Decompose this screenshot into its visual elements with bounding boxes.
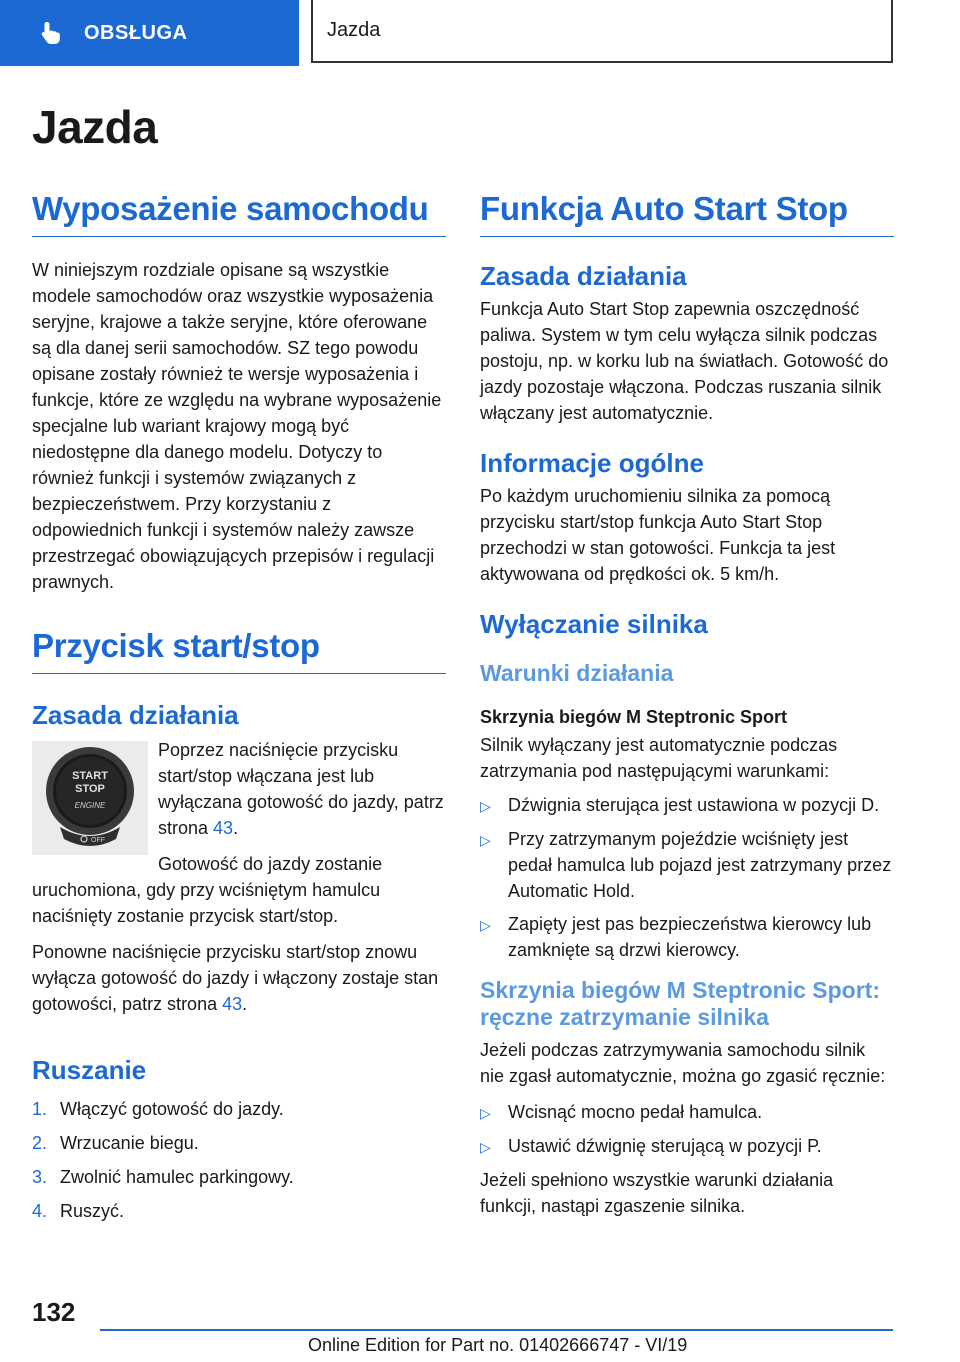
triangle-bullet-icon: ▷	[480, 798, 491, 814]
heading-wyposazenie: Wyposażenie samochodu	[32, 190, 446, 237]
heading-wylaczanie-silnika: Wyłączanie silnika	[480, 609, 708, 639]
heading-reczne-zatrzymanie: Skrzynia biegów M Steptronic Sport: ręczne zatrzymanie silnika	[480, 977, 880, 1030]
list-item	[480, 1133, 894, 1160]
condition-text: Zapięty jest pas bezpieczeństwa kierowcy lub zamknięte są drzwi kierowcy.	[508, 914, 872, 960]
paragraph-wyposazenie: W niniejszym rozdziale opisane są wszystkie modele samochodów oraz wszystkie wyposażenia seryjne, krajowe a także seryjne, które oferowane są dla danej serii samochodów. SZ tego powodu opisane zostały również te wersje wyposażenia i funkcje, które ze względu na wybrane wyposażenie specjalne lub wariant krajowy mogą być niedostępne dla danego modelu. Dotyczy to również funkcji i systemów związanych z bezpieczeństwem. Przy korzystaniu z odpowiednich funkcji i systemów należy zawsze przestrzegać obowiązujących przepisów i regulacji prawnych.	[32, 260, 442, 592]
hand-pointer-icon	[38, 20, 64, 46]
step-text: Zwolnić hamulec parkingowy.	[60, 1167, 294, 1187]
step-number: 4.	[32, 1201, 48, 1221]
button-text-start: START	[72, 770, 108, 782]
para1-end: .	[233, 818, 239, 838]
triangle-bullet-icon: ▷	[480, 832, 491, 848]
list-item	[32, 1198, 446, 1224]
step-number: 2.	[32, 1133, 48, 1153]
list-item	[32, 1164, 446, 1190]
manual-step-text: Wcisnąć mocno pedał hamulca.	[508, 1102, 763, 1122]
heading-skrzynia-biegow: Skrzynia biegów M Steptronic Sport	[480, 707, 788, 727]
step-text: Włączyć gotowość do jazdy.	[60, 1099, 284, 1119]
step-number: 3.	[32, 1167, 48, 1187]
paragraph-zasada: Funkcja Auto Start Stop zapewnia oszczędność paliwa. System w tym celu wyłącza silnik podczas postoju, np. w korku lub na światłach. Gotowość do jazdy pozostaje włączona. Podczas ruszania silnik włączany jest automatycznie.	[480, 299, 889, 423]
heading-ruszanie: Ruszanie	[32, 1055, 147, 1085]
manual-steps-list	[480, 1099, 894, 1160]
heading-auto-start-stop: Funkcja Auto Start Stop	[480, 190, 894, 237]
paragraph-przycisk-2: Gotowość do jazdy zostanie uruchomiona, gdy przy wciśniętym hamulcu naciśnięty zostanie przycisk start/stop.	[32, 854, 383, 926]
paragraph-informacje: Po każdym uruchomieniu silnika za pomocą przycisku start/stop funkcja Auto Start Stop przechodzi w stan gotowości. Funkcja ta jest aktywowana od prędkości ok. 5 km/h.	[480, 486, 836, 584]
heading-przycisk-start-stop: Przycisk start/stop	[32, 627, 446, 674]
page-ref-link-43-second[interactable]: 43	[222, 994, 243, 1014]
ruszanie-steps	[32, 1096, 446, 1224]
step-text: Wrzucanie biegu.	[60, 1133, 199, 1153]
button-text-off: OFF	[91, 837, 105, 844]
paragraph-skrzynia: Silnik wyłączany jest automatycznie podczas zatrzymania pod następującymi warunkami:	[480, 735, 838, 781]
list-item	[480, 826, 894, 904]
triangle-bullet-icon: ▷	[480, 1105, 491, 1121]
condition-text: Przy zatrzymanym pojeździe wciśnięty jest pedał hamulca lub pojazd jest zatrzymany przez Automatic Hold.	[508, 829, 892, 901]
page-ref-link-43[interactable]: 43	[213, 818, 234, 838]
list-item	[32, 1130, 446, 1156]
page-number: 132	[32, 1297, 76, 1327]
para1-text: Poprzez naciśnięcie przycisku start/stop włączana jest lub wyłączana gotowość do jazdy, patrz strona	[158, 740, 444, 838]
list-item	[32, 1096, 446, 1122]
start-stop-button-icon	[32, 741, 148, 855]
section-tab-obsluga[interactable]	[0, 0, 299, 66]
left-column	[32, 190, 446, 1232]
step-text: Ruszyć.	[60, 1201, 125, 1221]
manual-step-text: Ustawić dźwignię sterującą w pozycji P.	[508, 1136, 822, 1156]
triangle-bullet-icon: ▷	[480, 1139, 491, 1155]
heading-zasada-dzialania-right: Zasada działania	[480, 261, 687, 291]
paragraph-przycisk-3	[32, 939, 446, 1017]
top-bar	[0, 0, 960, 66]
start-stop-button-figure	[32, 741, 148, 855]
footer-edition: Online Edition for Part no. 01402666747 - VI/19	[308, 1335, 688, 1355]
section-tab-label: OBSŁUGA	[84, 21, 188, 44]
right-column	[480, 190, 894, 1219]
breadcrumb-label: Jazda	[327, 19, 381, 41]
list-item	[480, 1099, 894, 1126]
button-text-stop: STOP	[75, 783, 105, 795]
page-title: Jazda	[32, 101, 158, 153]
button-text-engine: ENGINE	[74, 801, 106, 810]
list-item	[480, 911, 894, 963]
condition-text: Dźwignia sterująca jest ustawiona w pozycji D.	[508, 795, 880, 815]
heading-informacje-ogolne: Informacje ogólne	[480, 448, 704, 478]
triangle-bullet-icon: ▷	[480, 917, 491, 933]
footer-divider	[100, 1329, 893, 1331]
conditions-list	[480, 792, 894, 963]
step-number: 1.	[32, 1099, 48, 1119]
breadcrumb	[311, 0, 893, 63]
para3-text: Ponowne naciśnięcie przycisku start/stop znowu wyłącza gotowość do jazdy i włączony zostaje stan gotowości, patrz strona	[32, 942, 439, 1014]
subheading-zasada-dzialania: Zasada działania	[32, 700, 239, 730]
list-item	[480, 792, 894, 819]
paragraph-closing: Jeżeli spełniono wszystkie warunki działania funkcji, nastąpi zgaszenie silnika.	[480, 1170, 834, 1216]
paragraph-reczne: Jeżeli podczas zatrzymywania samochodu silnik nie zgasł automatycznie, można go zgasić ręcznie:	[480, 1040, 886, 1086]
para3-end: .	[242, 994, 248, 1014]
heading-warunki-dzialania: Warunki działania	[480, 660, 674, 686]
